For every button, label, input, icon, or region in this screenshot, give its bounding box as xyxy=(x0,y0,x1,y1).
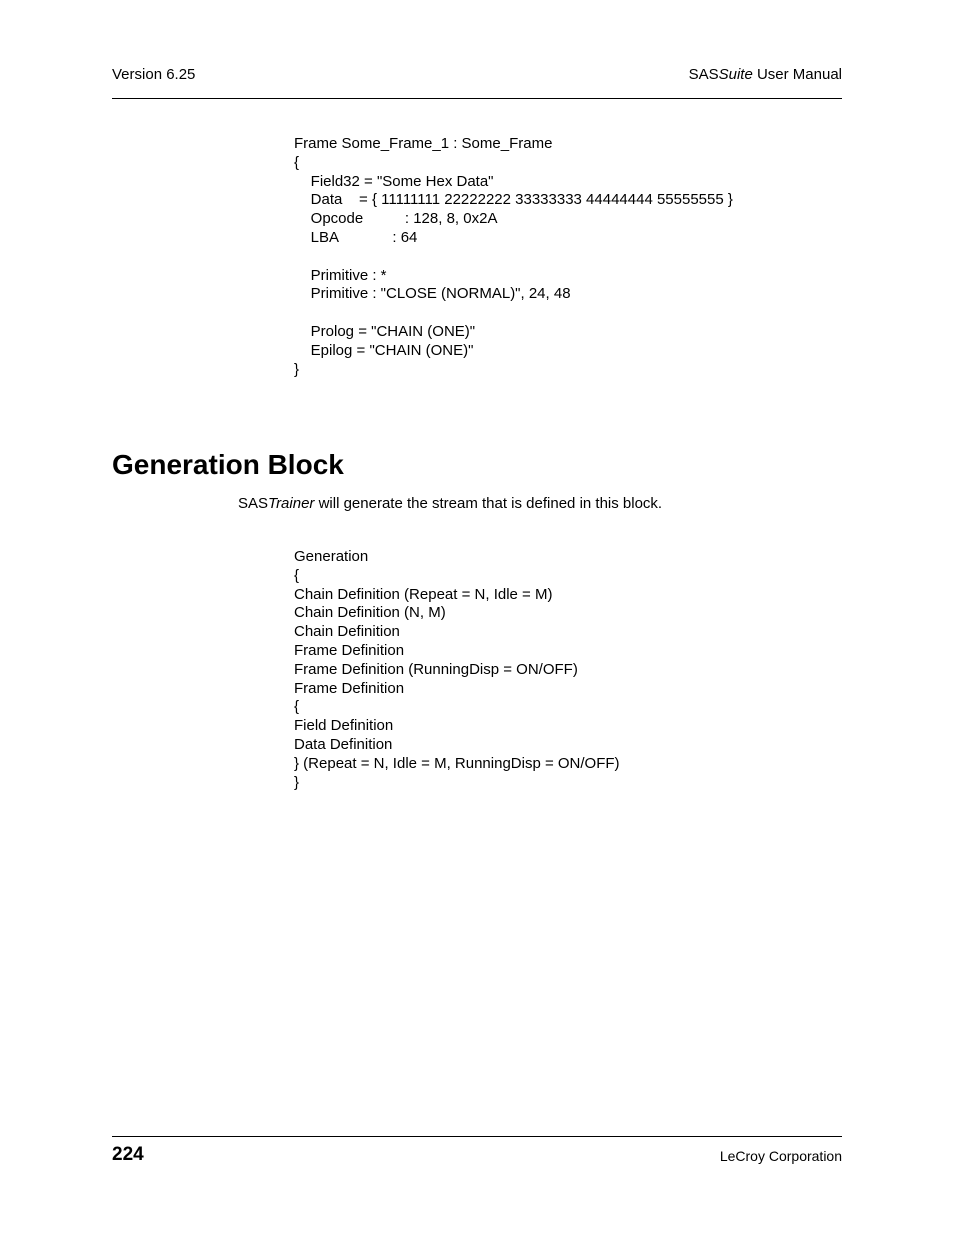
intro-suffix: will generate the stream that is defined in this block. xyxy=(314,495,663,512)
code-line xyxy=(294,248,733,267)
header-divider xyxy=(112,98,842,99)
manual-title-prefix: SAS xyxy=(688,66,719,83)
code-line: { xyxy=(294,566,300,584)
code-line: } xyxy=(294,773,300,791)
code-line: Epilog = "CHAIN (ONE)" xyxy=(294,341,474,359)
footer-company: LeCroy Corporation xyxy=(719,1148,842,1164)
code-line: Chain Definition (Repeat = N, Idle = M) xyxy=(294,585,553,603)
code-line: LBA : 64 xyxy=(294,228,418,246)
intro-prefix: SAS xyxy=(238,495,269,512)
code-line: { xyxy=(294,153,300,171)
code-line: Prolog = "CHAIN (ONE)" xyxy=(294,322,476,340)
code-line: } (Repeat = N, Idle = M, RunningDisp = ON/OFF) xyxy=(294,754,620,772)
code-line: { xyxy=(294,698,300,716)
code-line: Frame Definition xyxy=(294,679,405,697)
code-line: Chain Definition (N, M) xyxy=(294,604,446,622)
code-line: Primitive : * xyxy=(294,266,387,284)
code-line: Generation xyxy=(294,548,369,565)
section-heading: Generation Block xyxy=(112,449,344,480)
code-line: Data Definition xyxy=(294,735,393,753)
code-line: Frame Some_Frame_1 : Some_Frame xyxy=(294,135,553,152)
manual-title-italic: Suite xyxy=(718,66,753,83)
footer-divider xyxy=(112,1136,842,1137)
code-line: Primitive : "CLOSE (NORMAL)", 24, 48 xyxy=(294,285,571,303)
code-line: Field Definition xyxy=(294,717,394,735)
manual-title-suffix: User Manual xyxy=(752,66,842,83)
code-line: Field32 = "Some Hex Data" xyxy=(294,172,494,190)
code-line: Frame Definition (RunningDisp = ON/OFF) xyxy=(294,660,578,678)
generation-code-example xyxy=(294,548,620,792)
section-intro-paragraph xyxy=(238,495,662,513)
code-line: Opcode : 128, 8, 0x2A xyxy=(294,210,498,228)
code-line: Frame Definition xyxy=(294,641,405,659)
header-manual-title xyxy=(689,66,842,84)
code-line: Chain Definition xyxy=(294,623,400,641)
page-number: 224 xyxy=(112,1144,144,1165)
frame-code-example xyxy=(294,135,733,379)
header-version: Version 6.25 xyxy=(112,66,196,83)
code-line xyxy=(294,304,733,323)
intro-italic: Trainer xyxy=(268,495,315,512)
code-line: } xyxy=(294,360,300,378)
code-line: Data = { 11111111 22222222 33333333 44444444 55555555 } xyxy=(294,191,733,209)
